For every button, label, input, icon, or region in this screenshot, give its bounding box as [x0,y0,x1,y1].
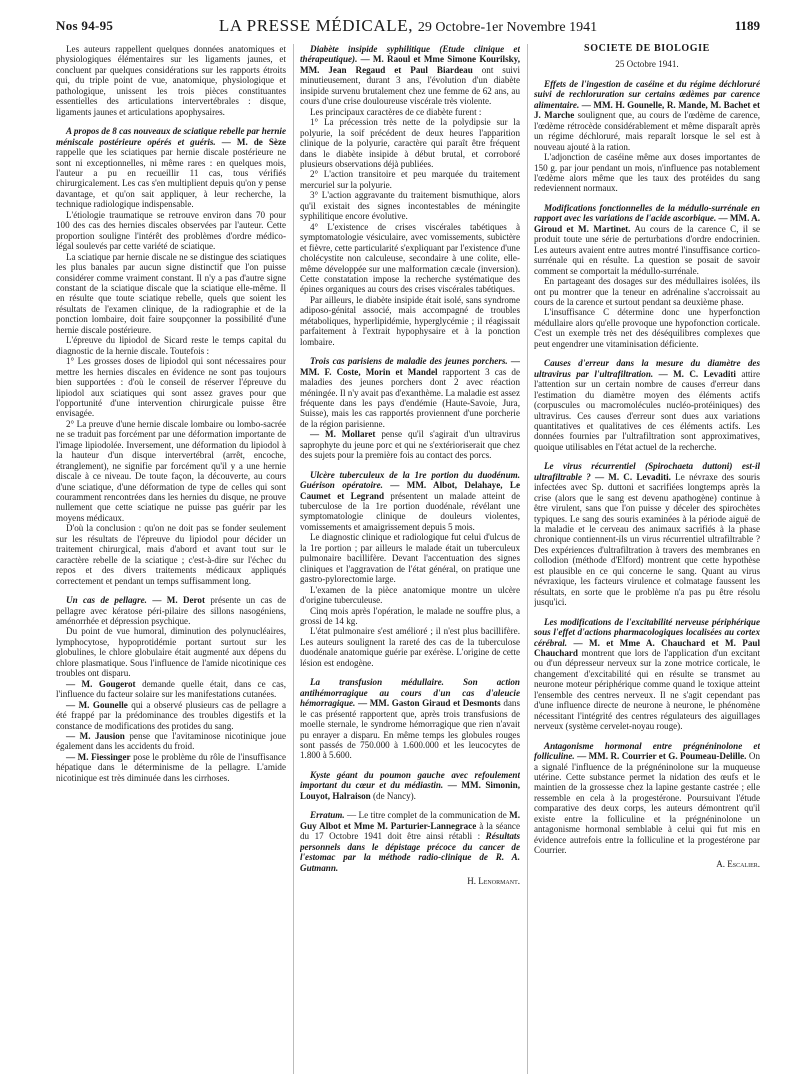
paragraph: attire l'attention sur un certain nombre de causes d'erreur dans l'estimation du diamètre moyen des éléments actifs (corpuscules ou macromolécules nucléo-protéiniques) des ultravirus. Ces causes d'erreur sont dues aux variations quantitatives et qualitatives de ces éléments actifs. Les données fournies par l'ultrafiltration sont approximatives, quoique utilisables en l'état actuel de la recherche. [534,368,760,452]
article-author: — MM. Albot, Delahaye, Le Caumet et Legrand [300,480,520,501]
paragraph: pense qu'il s'agirait d'un ultravirus saprophyte du jeune porc et qui ne s'extérioriserait que chez des sujets pour la première fois au contact des porcs. [300,429,520,461]
paragraph: 2° L'action transitoire et peu marquée du traitement mercuriel sur la polyurie. [300,169,520,190]
article-antagonisme [534,741,760,869]
article-erreur [534,358,760,452]
paragraph: (de Nancy). [373,790,416,801]
section-heading: SOCIÉTÉ DE BIOLOGIE [584,44,710,54]
paragraph: Le diagnostic clinique et radiologique fut celui d'ulcus de la 1re portion ; par ailleurs le malade était un tuberculeux pulmonaire bacillifère. Devant l'accentuation des signes cliniques et l'aggravation de l'état général, on pratique une gastro-pylorectomie large. [300,532,520,585]
article-excitabilite [534,617,760,732]
discussant-name: — M. Gounelle [66,699,128,710]
article-author: — M. Raoul et Mme Simone Kourilsky, MM. Jean Regaud et Paul Biardeau [300,54,520,75]
paragraph: L'adjonction de caséine même aux doses importantes de 150 g. par jour pendant un mois, n'influence pas notablement l'œdème alors même que les taux des protéides du sang redeviennent normaux. [534,152,760,194]
paragraph: 2° La preuve d'une hernie discale lombaire ou lombo-sacrée ne se traduit pas forcément par une déformation importante de l'image lipiodolée. Inversement, une déformation du lipiodol à la hauteur d'un disque intervertébral (arrêt, encoche, étranglement), ne signifie par forcément qu'il y a une hernie discale à ce niveau. De toute façon, la découverte, au cours d'une sciatique, d'une déformation de type de celles qui sont couramment rencontrées dans les hernies du disque, ne prouve nullement que cette sciatique ne puisse pas guérir par les moyens médicaux. [56,418,286,523]
paragraph: demande quelle était, dans ce cas, l'influence du facteur solaire sur les manifestations cutanées. [56,678,286,700]
article-author: — M. de Sèze [221,136,286,147]
journal-title-line [56,16,760,36]
paragraph: On a signalé l'influence de la prégnéninolone sur la muqueuse utérine. Cette substance permet la nidation des œufs et le maintien de la grossesse chez la lapine gestante castrée ; elle ressemble en cela à la progestérone. Poursuivant l'étude comparative des deux corps, les auteurs démontrent qu'il existe entre la folliculine et la prégnéninolone un antagonisme hormonal semblable à celui qui fut mis en évidence autrefois entre la folliculine et la progestérone par Courrier. [534,751,760,856]
article-author: — MM. H. Gounelle, R. Mande, M. Bachet et J. Marche [534,99,760,121]
session-date: 25 Octobre 1941. [615,59,679,70]
paragraph: rapportent 3 cas de maladies des jeunes porchers dont 2 avec réaction méningée. Il n'y avait pas d'exanthème. La maladie est assez fréquente dans les pays d'endémie (Haute-Savoie, Jura, Suisse), mais les cas rapportés proviennent d'une porcherie de la région parisienne. [300,366,520,429]
paragraph: dans le cas présenté rapportent que, après trois transfusions de moelle sternale, le syndrome hémorragique que rien n'avait pu enrayer a disparu. En même temps les globules rouges sont passés de 750.000 à 1.600.000 et les leucocytes de 1.800 à 5.600. [300,698,520,761]
article-kyste [300,770,520,801]
article-caseine [534,79,760,194]
paragraph: L'insuffisance C détermine donc une hyperfonction médullaire alors qu'elle provoque une hypofonction corticale. C'est un exemple très net des déséquilibres complexes que peut engendrer une vitaminisation déficiente. [534,307,760,349]
signature: A. Escalier. [716,858,760,869]
column-divider [293,44,294,1074]
article-author: — M. et Mme A. Chauchard et M. Paul Chauchard [534,637,760,659]
paragraph: 3° L'action aggravante du traitement bismuthique, alors qu'il existait des signes incontestables de méningite syphilitique encore évolutive. [300,190,520,222]
paragraph: Les auteurs rappellent quelques données anatomiques et physiologiques élémentaires sur les ligaments jaunes, et concluent par quelques considérations sur les rapports étroits qui, du triple point de vue, anatomique, physiologique et pathologique, unissent les trois pièces constituantes essentielles des articulations intervertébrales : disque, ligaments jaunes et articulations apophysaires. [56,44,286,117]
article-author: — MM. A. Giroud et M. Martinet. [534,213,760,234]
paragraph: ont suivi minutieusement, durant 3 ans, l'évolution d'un diabète insipide survenu brutalement chez une femme de 62 ans, au cours d'une crise douloureuse viscérale très violente. [300,64,520,107]
article-title: Trois cas parisiens de maladie des jeunes porchers. [310,356,508,367]
article-title: Un cas de pellagre. [66,595,147,606]
paragraph: 4° L'existence de crises viscérales tabétiques à symptomatologie vésiculaire, avec vomissements, subictère et fièvre, cette particularité s'expliquant par l'existence d'une cholécystite non calculeuse, secondaire à une colite, elle-même développée sur une malformation cæcale (inversion). Cette constatation impose la recherche systématique des épines organiques au cours des crises viscérales tabétiques. [300,221,520,295]
article-title: La transfusion médullaire. Son action antihémorragique au cours d'un cas d'aleucie hémorragique. [300,677,520,709]
corrected-title: Résultats personnels dans le dépistage précoce du cancer de l'estomac par la méthode radio-clinique de R. A. Gutmann. [300,831,520,873]
paragraph: pose le problème du rôle de l'insuffisance hépatique dans le déterminisme de la pellagre. L'amide nicotinique est très diminuée dans les cirrhoses. [56,751,286,783]
paragraph: L'examen de la pièce anatomique montre un ulcère d'origine tuberculeuse. [300,584,520,606]
article-porchers [300,356,520,461]
paragraph: montrent que lors de l'application d'un excitant ou d'un dépresseur nerveux sur la zone motrice corticale, le changement d'excitabilité qui en résulte se transmet au neurone moteur périphérique comme quand le toxique atteint l'ensemble des centres nerveux. Il ne s'agit cependant pas d'une influence directe de neurone à neurone, le phénomène nécessitant l'intégrité des centres régulateurs des aiguillages nerveux (système cervelet-noyau rouge). [534,648,760,732]
article-author: — MM. Gaston Giraud et Desmonts [357,698,501,709]
discussant-name: — M. Fiessinger [66,751,131,762]
paragraph: — Le titre complet de la communication de [347,810,507,821]
paragraph: présentent un malade atteint de tuberculose de la 1re portion duodénale, révélant une symptomatologie clinique de douleurs violentes, vomissements et amaigrissement depuis 5 mois. [300,490,520,532]
paragraph: Par ailleurs, le diabète insipide était isolé, sans syndrome adiposo-génital associé, mais accompagné de troubles métaboliques, hyperlipidémie, hyperglycémie ; il réagissait parfaitement à l'extrait hypophysaire et à la ponction lombaire. [300,294,520,347]
page-number: 1189 [734,18,760,33]
article-diabete [300,44,520,347]
discussant-name: — M. Jausion [66,731,125,741]
article-title: Effets de l'ingestion de caséine et du régime déchloruré suivi de rechloruration sur certains œdèmes par carence alimentaire. [534,78,760,110]
article-title: Kyste géant du poumon gauche avec refoulement important du cœur et du médiastin. [300,769,520,791]
paragraph: En partageant des dosages sur des médullaires isolées, ils ont pu montrer que la teneur en adrénaline s'accroissait au cours de la carence et surtout pendant sa deuxième phase. [534,276,760,307]
masthead [56,14,760,40]
paragraph: rappelle que les sciatiques par hernie discale postérieure ne sont ni exceptionnelles, ni même rares : en quelques mois, l'auteur a pu en recueillir 11 cas, tous vérifiés chirurgicalement. Les cas s'en multiplient depuis qu'on y pense davantage, et qu'on sait appliquer, à leur recherche, la technique radiologique indispensable. [56,147,286,210]
article-author: M. Guy Albot et Mme M. Parturier-Lannegrace [300,810,520,831]
signature: H. Lenormant. [467,875,520,886]
article-title: Le virus récurrentiel (Spirochaeta duttoni) est-il ultrafiltrable ? [534,461,760,482]
article-ligaments [56,44,286,117]
article-author: — MM. R. Courrier et G. Poumeau-Delille. [577,751,747,762]
article-erratum [300,810,520,886]
article-title: Causes d'erreur dans la mesure du diamètre des ultravirus par l'ultrafiltration. [534,358,760,379]
paragraph: présente un cas de pellagre avec kératose péri-pilaire des sillons nasogéniens, aménorrhée et dépression psychique. [56,595,286,627]
paragraph: Du point de vue humoral, diminution des polynucléaires, lymphocytose, hypoprotidémie portant surtout sur les globulines, le chlore globulaire était augmenté aux dépens du chlore plasmatique. Sous l'influence de l'amide nicotinique ces troubles ont disparu. [56,626,286,679]
article-sciatique [56,126,286,586]
issue-number: Nos 94-95 [56,18,114,33]
paragraph: D'où la conclusion : qu'on ne doit pas se fonder seulement sur les résultats de l'épreuve du lipiodol pour décider un traitement chirurgical, mais d'abord et avant tout sur le caractère rebelle de la sciatique ; c'est-à-dire sur l'échec du repos et des divers traitements médicaux appliqués correctement et pendant un temps suffisamment long. [56,523,286,586]
paragraph: L'épreuve du lipiodol de Sicard reste le temps capital du diagnostic de la hernie discale. Toutefois : [56,335,286,356]
paragraph: 1° Les grosses doses de lipiodol qui sont nécessaires pour mettre les hernies discales en évidence ne sont pas toujours bien supportées : d'où le conseil de réserver l'épreuve du lipiodol aux sciatiques qui sont assez graves pour que l'opportunité d'une intervention chirurgicale puisse être envisagée. [56,356,286,419]
article-title: Les modifications de l'excitabilité nerveuse périphérique sous l'effet d'actions pharmacologiques localisées au cortex cérébral. [534,616,760,648]
article-title: Antagonisme hormonal entre prégnéninolone et folliculine. [534,740,760,762]
column-3 [534,44,760,1074]
article-title: A propos de 8 cas nouveaux de sciatique rebelle par hernie méniscale postérieure opérés et guéris. [56,126,286,147]
article-ulcere [300,470,520,669]
article-title: Erratum. [310,810,345,821]
paragraph: soulignent que, au cours de l'œdème de carence, l'œdème rétrocède considérablement et même disparaît après un régime déchloruré, mais reparaît lorsque le sel est à nouveau ajouté à la ration. [534,110,760,152]
paragraph: pense que l'avitaminose nicotinique joue également dans les accidents du froid. [56,731,286,752]
article-title: Modifications fonctionnelles de la médullo-surrénale en rapport avec les variations de l'acide ascorbique. [534,202,760,224]
article-author: — M. C. Levaditi [658,368,736,379]
article-author: — MM. Simonin, Louyot, Halraison [300,780,520,801]
issue-date: 29 Octobre-1er Novembre 1941 [417,20,598,35]
paragraph: L'étiologie traumatique se retrouve environ dans 70 pour 100 des cas des hernies discales observées par l'auteur. Cette proportion souligne l'intérêt des problèmes d'ordre médico-légal soulevés par cette variété de sciatique. [56,209,286,252]
article-title: Ulcère tuberculeux de la 1re portion du duodénum. Guérison opératoire. [300,469,520,491]
article-author: — M. Derot [152,595,206,606]
paragraph: L'état pulmonaire s'est amélioré ; il n'est plus bacillifère. Les auteurs soulignent la rareté des cas de la tuberculose duodénale anatomique guérie par exérèse. L'origine de cette lésion est endogène. [300,626,520,668]
column-divider [527,44,528,1074]
paragraph: Au cours de la carence C, il se produit toute une série de perturbations d'ordre endocrinien. Les auteurs avaient entre autres montré l'insuffisance cortico-surrénale qui en résulte. La question se posait de savoir comment se comportait la médullo-surrénale. [534,223,760,276]
paragraph: à la séance du 17 Octobre 1941 doit être ainsi rétabli : [300,820,520,842]
article-transfusion [300,677,520,761]
article-author: — MM. F. Coste, Morin et Mandel [300,356,520,377]
paragraph: La sciatique par hernie discale ne se distingue des sciatiques les plus banales par aucun signe distinctif que l'on puisse considérer comme vraiment constant. Il n'y a pas d'autre signe constant de la sciatique discale que la sciatique elle-même. Il en résulte que toute sciatique rebelle, quels que soient les résultats de l'examen clinique, de la radiographie et de la ponction lombaire, doit faire soupçonner la possibilité d'une hernie discale postérieure. [56,251,286,335]
column-1 [56,44,286,1074]
paragraph: Les principaux caractères de ce diabète furent : [310,106,482,117]
article-pellagre [56,595,286,783]
paragraph: qui a observé plusieurs cas de pellagre a été frappé par la prédominance des troubles digestifs et la constance de modifications des protides du sang. [56,699,286,731]
discussant-name: — M. Gougerot [66,678,136,689]
article-virus [534,461,760,607]
discussant-name: — M. Mollaret [310,429,376,440]
article-title: Diabète insipide syphilitique (Etude clinique et thérapeutique). [300,44,520,65]
article-author: — M. C. Levaditi. [594,471,671,482]
paragraph: 1° La précession très nette de la polydipsie sur la polyurie, la soif précédent de deux heures l'apparition clinique de la polyurie, caractère qui paraît être fréquent dans le diabète insipide à début brutal, et corroboré plusieurs observations déjà publiées. [300,117,520,169]
article-medullo [534,203,760,349]
paragraph: Le névraxe des souris infectées avec Sp. duttoni et sacrifiées longtemps après la crise (alors que le sang est devenu apathogène) continue à être virulent, sans que l'on puisse y déceler des spirochètes typiques. Le sang des souris examinées à la période aiguë de la maladie et le cerveau des animaux sacrifiés à la phase chronique contiennent-ils un virus récurrentiel ultrafiltrable ? Des expériences d'ultrafiltration à travers des membranes en collodion (méthode d'Elford) montrent que cette hypothèse est plausible en ce qui concerne le sang. Quant au virus névraxique, les facteurs virulence et colmatage faussent les résultats, en sorte que le problème n'a pas pu être résolu jusqu'ici. [534,471,760,608]
paragraph: Cinq mois après l'opération, le malade ne souffre plus, a grossi de 14 kg. [300,605,520,627]
column-2 [300,44,520,1074]
journal-title: LA PRESSE MÉDICALE, [218,16,414,35]
